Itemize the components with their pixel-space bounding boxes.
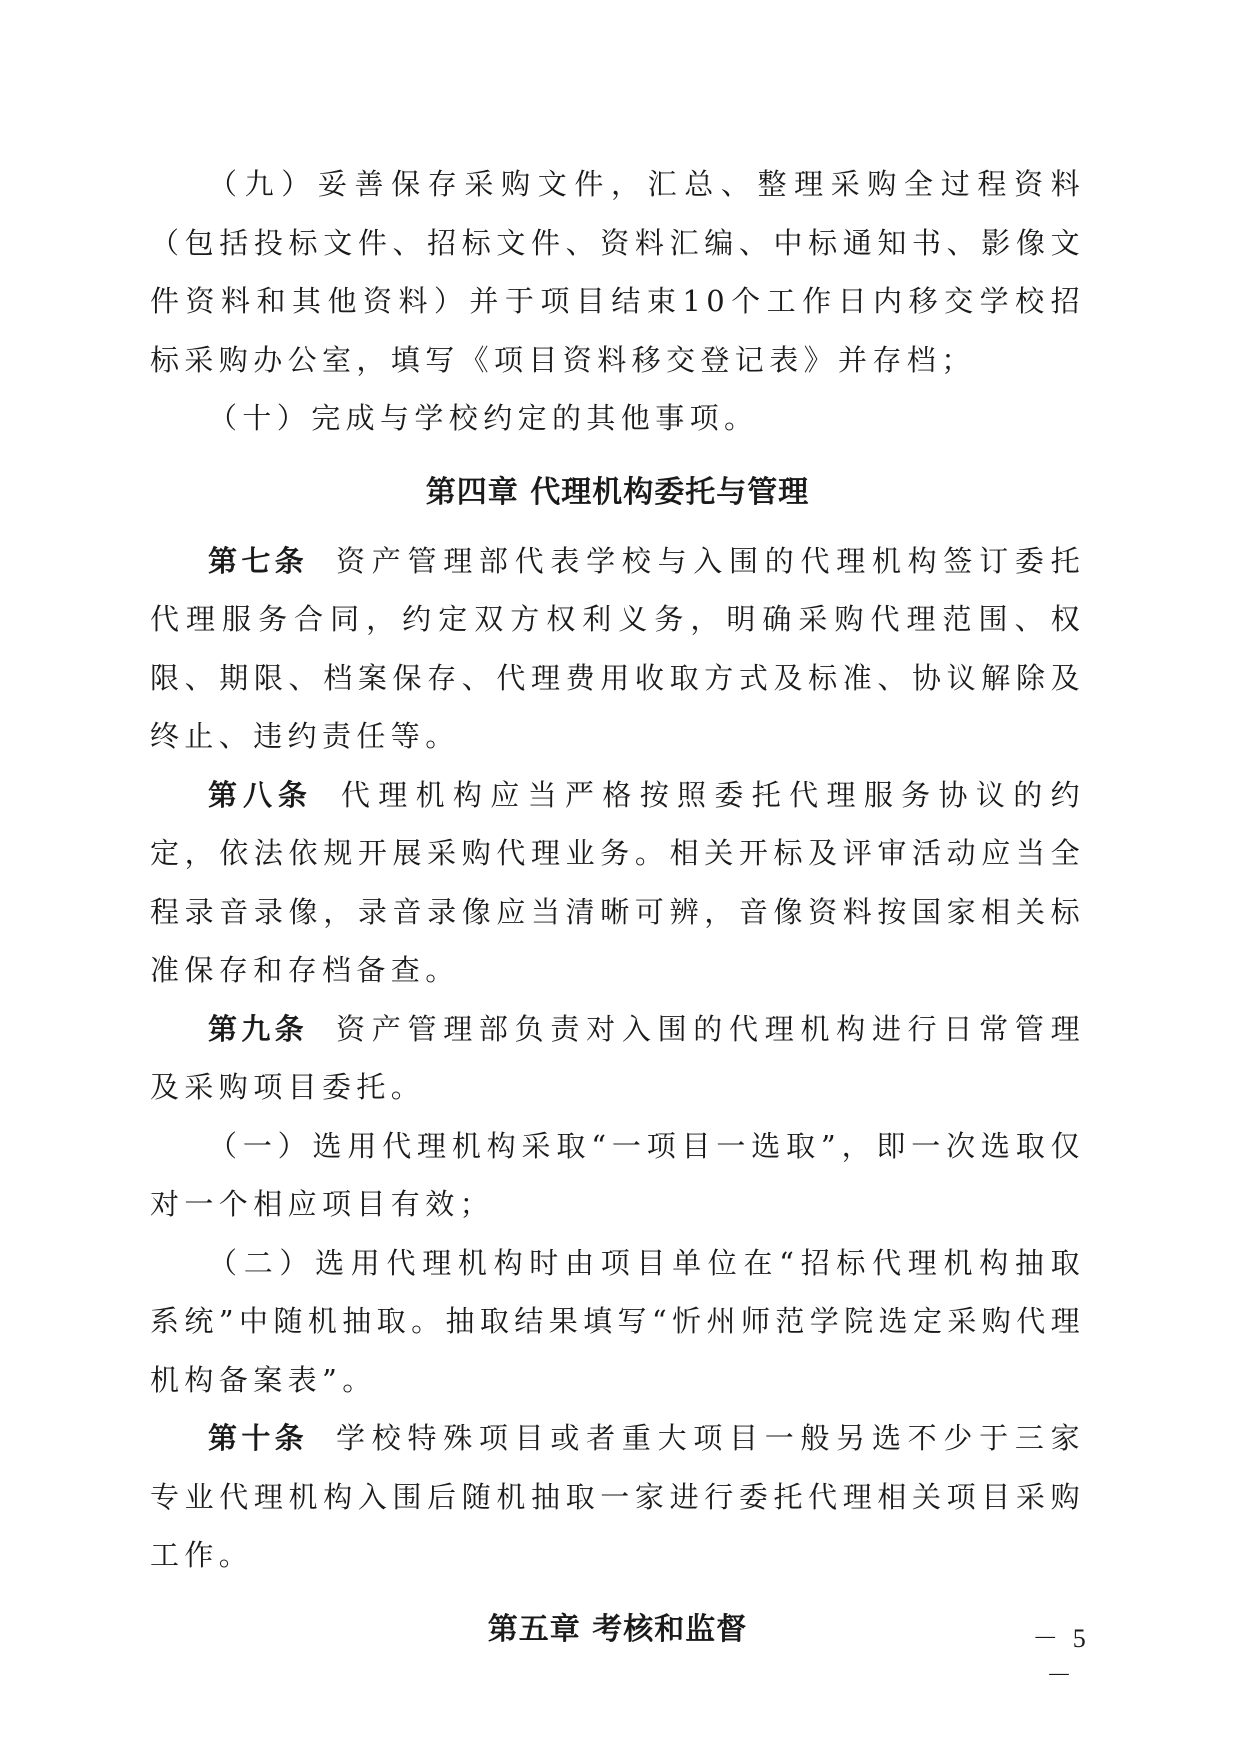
chapter-five-heading: 第五章 考核和监督 bbox=[487, 1611, 748, 1647]
article-nine-label: 第九条 bbox=[208, 1011, 308, 1046]
article-nine-text: 资产管理部负责对入围的代理机构进行日常管理及采购项目委托。 bbox=[150, 1011, 1085, 1104]
article-eight-text: 代理机构应当严格按照委托代理服务协议的约定，依法依规开展采购代理业务。相关开标及评审活动应当全程录音录像，录音录像应当清晰可辨，音像资料按国家相关标准保存和存档备查。 bbox=[150, 777, 1085, 987]
article-nine-item-one: （一）选用代理机构采取“一项目一选取”，即一次选取仅对一个相应项目有效； bbox=[150, 1128, 1085, 1221]
article-ten-text: 学校特殊项目或者重大项目一般另选不少于三家专业代理机构入围后随机抽取一家进行委托代理相关项目采购工作。 bbox=[150, 1421, 1085, 1572]
article-eight bbox=[150, 766, 1085, 1000]
document-body bbox=[150, 155, 1085, 1669]
list-item-nine: （九）妥善保存采购文件，汇总、整理采购全过程资料（包括投标文件、招标文件、资料汇编、中标通知书、影像文件资料和其他资料）并于项目结束10个工作日内移交学校招标采购办公室，填写《项目资料移交登记表》并存档； bbox=[150, 167, 1085, 377]
article-seven-label: 第七条 bbox=[208, 543, 308, 578]
article-eight-label: 第八条 bbox=[208, 777, 313, 812]
article-ten-label: 第十条 bbox=[208, 1421, 308, 1455]
article-seven bbox=[150, 532, 1085, 766]
list-item-ten: （十）完成与学校约定的其他事项。 bbox=[208, 401, 759, 435]
page-number: － 5 － bbox=[1032, 1624, 1090, 1690]
article-ten bbox=[150, 1409, 1085, 1585]
article-nine-item-two: （二）选用代理机构时由项目单位在“招标代理机构抽取系统”中随机抽取。抽取结果填写“忻州师范学院选定采购代理机构备案表”。 bbox=[150, 1245, 1085, 1397]
article-seven-text: 资产管理部代表学校与入围的代理机构签订委托代理服务合同，约定双方权利义务，明确采购代理范围、权限、期限、档案保存、代理费用收取方式及标准、协议解除及终止、违约责任等。 bbox=[150, 543, 1085, 753]
article-nine bbox=[150, 1000, 1085, 1117]
chapter-four-heading: 第四章 代理机构委托与管理 bbox=[425, 474, 810, 510]
